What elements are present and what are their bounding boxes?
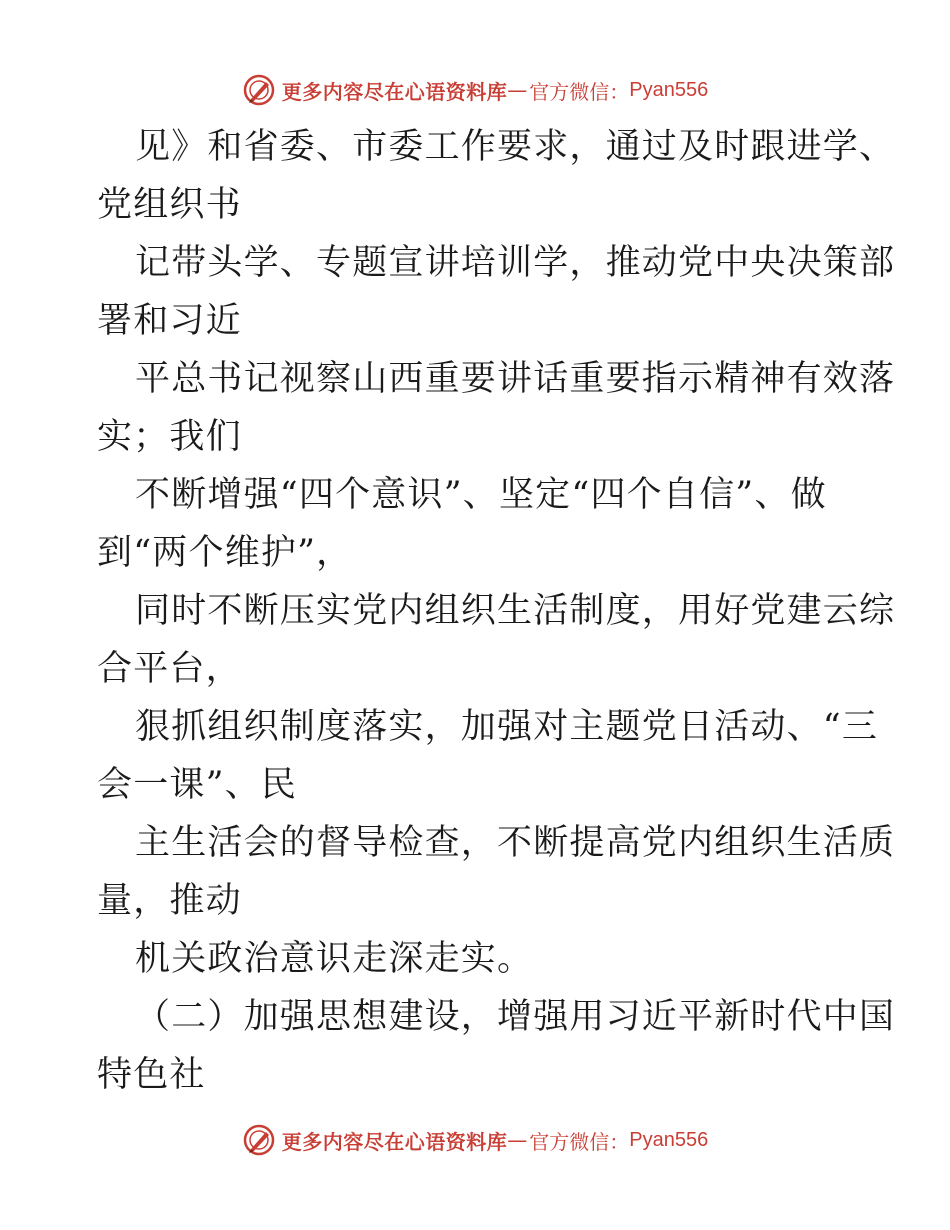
banner-wechat-label: 官方微信： [529, 79, 630, 104]
banner-separator: — [507, 78, 528, 102]
header-watermark [0, 70, 950, 110]
text-line: 同时不断压实党内组织生活制度，用好党建云综 [135, 591, 896, 631]
footer-watermark [0, 1120, 950, 1160]
text-line: 记带头学、专题宣讲培训学，推动党中央决策部 [135, 243, 896, 283]
text-line: 量，推动 [97, 881, 242, 921]
text-line: 不断增强“四个意识”、坚定“四个自信”、做 [135, 475, 827, 515]
banner-wechat-id: Pyan556 [629, 78, 709, 101]
text-line: 到“两个维护”， [97, 533, 353, 573]
text-line: 实；我们 [97, 417, 242, 457]
text-line: 狠抓组织制度落实，加强对主题党日活动、“三 [135, 707, 879, 747]
document-body [97, 118, 896, 1104]
pen-circle-logo-icon [242, 73, 276, 107]
banner-wechat-label: 官方微信： [529, 1129, 630, 1154]
text-line: 合平台， [97, 649, 242, 689]
text-line: 党组织书 [97, 185, 242, 225]
banner-title: 更多内容尽在心语资料库 [281, 1129, 508, 1154]
text-line: 署和习近 [97, 301, 242, 341]
text-line: 机关政治意识走深走实。 [135, 939, 534, 979]
text-line: 特色社 [97, 1055, 206, 1095]
banner-separator: — [507, 1128, 528, 1152]
text-line: 见》和省委、市委工作要求，通过及时跟进学、 [135, 127, 896, 167]
text-line: 会一课”、民 [97, 765, 298, 805]
pen-circle-logo-icon [242, 1123, 276, 1157]
banner-wechat-id: Pyan556 [629, 1128, 709, 1151]
text-line: 主生活会的督导检查，不断提高党内组织生活质 [135, 823, 896, 863]
banner-title: 更多内容尽在心语资料库 [281, 79, 508, 104]
text-line: 平总书记视察山西重要讲话重要指示精神有效落 [135, 359, 896, 399]
section-heading-line: （二）加强思想建设，增强用习近平新时代中国 [135, 997, 896, 1037]
